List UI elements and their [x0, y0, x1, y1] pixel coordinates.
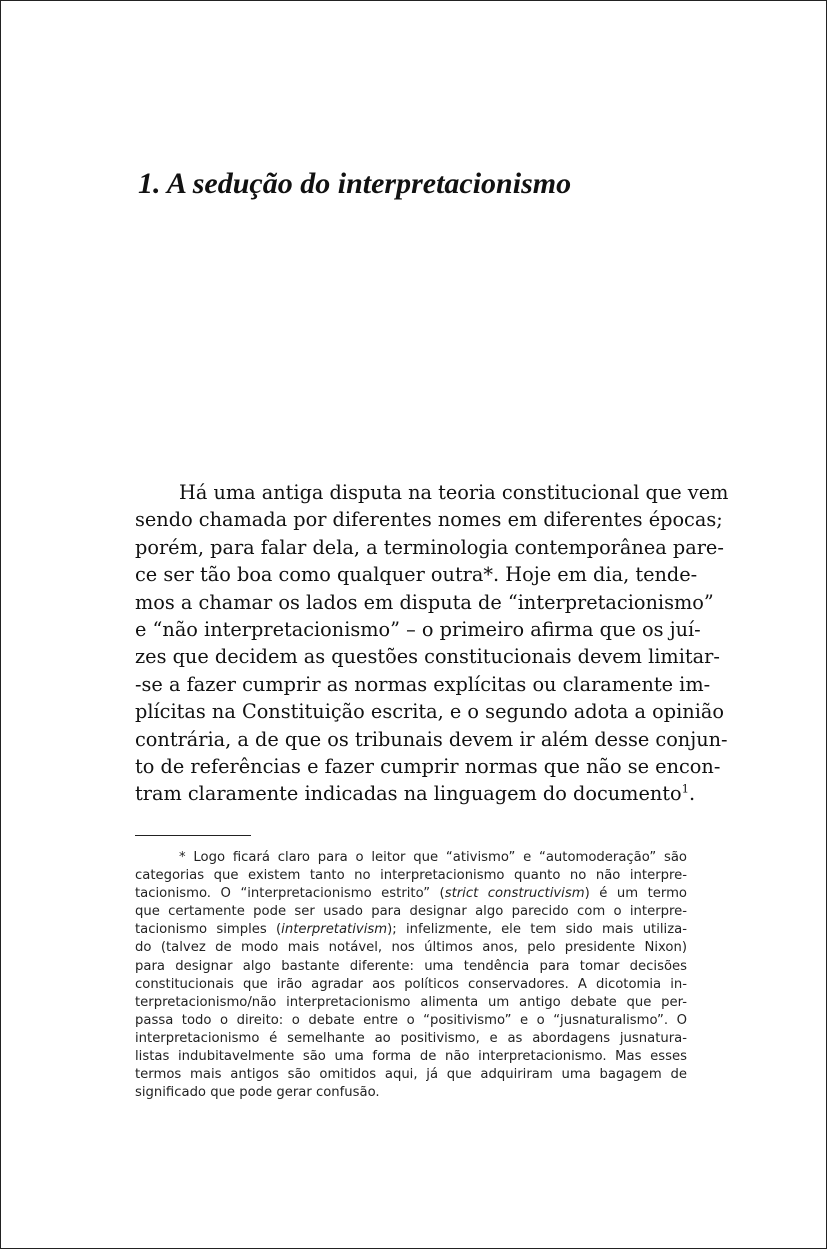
- footnote-reference: 1: [681, 782, 690, 797]
- body-line: e “não interpretacionismo” – o primeiro afirma que os juí-: [135, 618, 701, 642]
- footnote-line: [135, 921, 687, 939]
- footnote-text: tacionismo simples (: [135, 922, 282, 938]
- footnote-line: [135, 885, 687, 903]
- footnote-line: constitucionais que irão agradar aos políticos conservadores. A dicotomia in-: [135, 976, 687, 992]
- body-line: porém, para falar dela, a terminologia contemporânea pare-: [135, 535, 724, 559]
- footnote-line: do (talvez de modo mais notável, nos últimos anos, pelo presidente Nixon): [135, 940, 687, 956]
- body-line: zes que decidem as questões constitucionais devem limitar-: [135, 645, 720, 669]
- body-line: mos a chamar os lados em disputa de “interpretacionismo”: [135, 590, 714, 614]
- body-last-line: [135, 780, 696, 807]
- footnote-line: termos mais antigos são omitidos aqui, já que adquiriram uma bagagem de: [135, 1067, 687, 1083]
- footnote: [135, 849, 687, 1102]
- body-line: sendo chamada por diferentes nomes em diferentes épocas;: [135, 508, 723, 532]
- footnote-text: ); infelizmente, ele tem sido mais utiliza-: [387, 922, 687, 938]
- body-line: to de referências e fazer cumprir normas que não se encon-: [135, 755, 721, 779]
- body-line: contrária, a de que os tribunais devem ir além desse conjun-: [135, 727, 728, 751]
- footnote-line: para designar algo bastante diferente: uma tendência para tomar decisões: [135, 958, 687, 974]
- body-line-text: tram claramente indicadas na linguagem do documento: [135, 782, 682, 806]
- body-line: plícitas na Constituição escrita, e o segundo adota a opinião: [135, 700, 724, 724]
- footnote-line: categorias que existem tanto no interpretacionismo quanto no não interpre-: [135, 868, 687, 884]
- footnote-separator: [135, 835, 251, 836]
- footnote-line: passa todo o direito: o debate entre o “positivismo” e o “jusnaturalismo”. O: [135, 1012, 687, 1028]
- footnote-line: que certamente pode ser usado para designar algo parecido com o interpre-: [135, 904, 687, 920]
- footnote-text: ) é um termo: [584, 886, 687, 902]
- body-line: Há uma antiga disputa na teoria constitucional que vem: [179, 481, 729, 504]
- footnote-line: * Logo ficará claro para o leitor que “ativismo” e “automoderação” são: [179, 850, 687, 865]
- body-line: -se a fazer cumprir as normas explícitas ou claramente im-: [135, 672, 711, 696]
- footnote-emphasis: strict constructivism: [444, 886, 585, 902]
- body-line: ce ser tão boa como qualquer outra*. Hoje em dia, tende-: [135, 563, 698, 587]
- body-paragraph: [135, 479, 729, 808]
- chapter-title: 1. A sedução do interpretacionismo: [138, 167, 572, 200]
- body-line-period: .: [689, 782, 696, 806]
- footnote-emphasis: interpretativism: [281, 922, 388, 938]
- footnote-line: significado que pode gerar confusão.: [135, 1085, 380, 1101]
- footnote-line: listas indubitavelmente são uma forma de não interpretacionismo. Mas esses: [135, 1049, 687, 1065]
- footnote-text: tacionismo. O “interpretacionismo estrito” (: [135, 886, 445, 902]
- footnote-line: terpretacionismo/não interpretacionismo alimenta um antigo debate que per-: [135, 994, 687, 1010]
- footnote-line: interpretacionismo é semelhante ao positivismo, e as abordagens jusnatura-: [135, 1030, 687, 1046]
